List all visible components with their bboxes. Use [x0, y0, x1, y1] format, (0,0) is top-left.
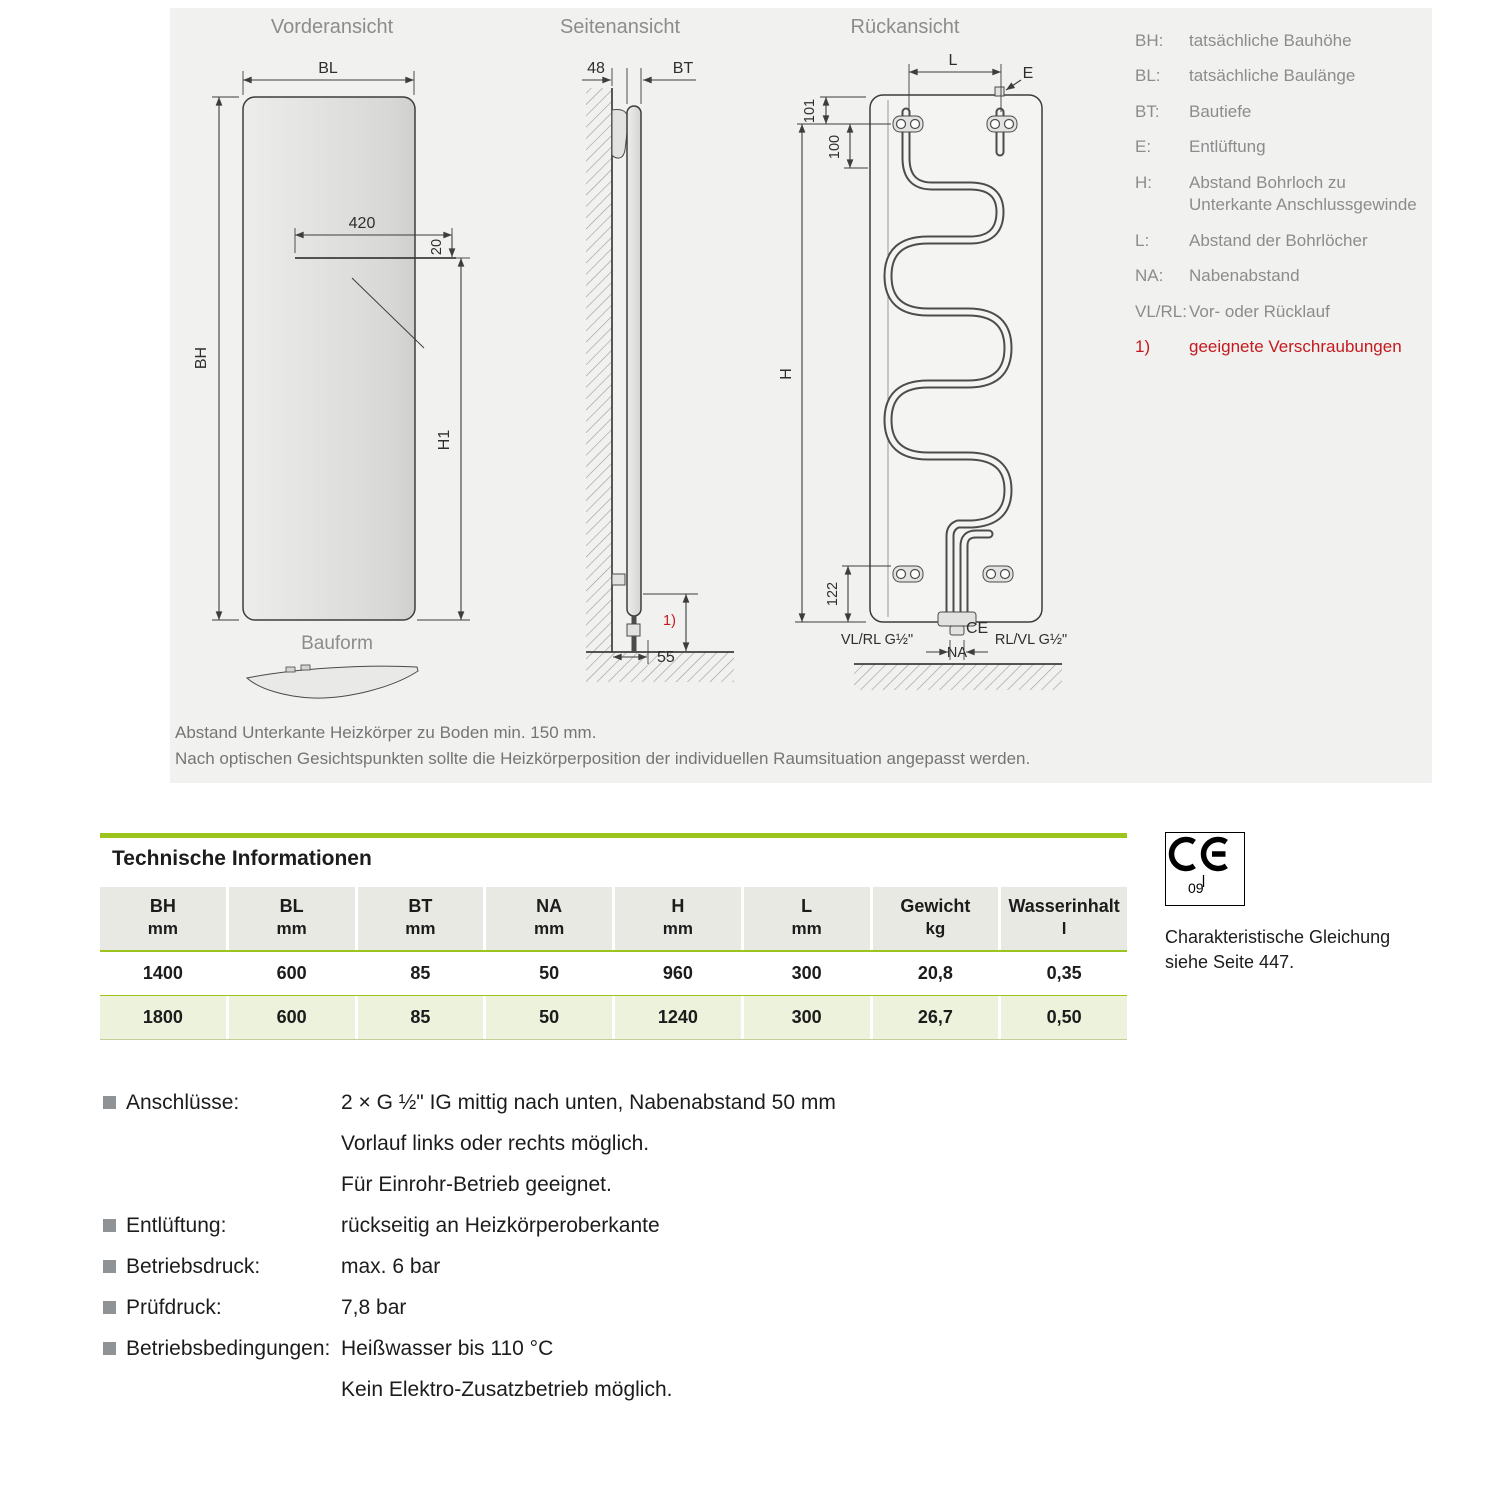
legend-item-bt: BT: Bautiefe: [1135, 101, 1252, 121]
dim-label-h: H: [778, 368, 795, 380]
dim-label-bl: BL: [318, 60, 338, 77]
table-row: 1800 600 85 50 1240 300 26,7 0,50: [100, 996, 1127, 1040]
bullet-icon: [103, 1096, 116, 1109]
label-vl-rl: VL/RL G½": [840, 632, 914, 648]
column-header: BT mm: [358, 887, 484, 950]
mounting-bracket: [612, 110, 628, 159]
mounting-bracket: [612, 574, 625, 585]
dim-label-420: 420: [348, 215, 376, 232]
spec-anschluesse: Anschlüsse: 2 × G ½" IG mittig nach unten, Nabenabstand 50 mm Vorlauf links oder rechts möglich. Für Einrohr-Betrieb geeignet.: [100, 1082, 1100, 1205]
specs-list: [100, 1082, 1100, 1410]
bullet-icon: [103, 1301, 116, 1314]
column-header: Wasserinhalt l: [1001, 887, 1127, 950]
dim-label-bt: BT: [672, 60, 694, 77]
table-row: 1400 600 85 50 960 300 20,8 0,35: [100, 952, 1127, 996]
legend-item-l: L: Abstand der Bohrlöcher: [1135, 230, 1368, 250]
label-rl-vl: RL/VL G½": [994, 632, 1068, 648]
dim-label-101: 101: [802, 98, 818, 124]
mounting-notes: [175, 720, 1030, 773]
ce-number: 09: [1188, 880, 1204, 896]
table-header: [100, 887, 1127, 952]
bauform-profile: [247, 666, 418, 698]
dim-label-122: 122: [825, 581, 841, 607]
spec-entlueftung: Entlüftung: rückseitig an Heizkörperoberkante: [100, 1205, 1100, 1246]
column-header: NA mm: [486, 887, 612, 950]
floor-hatching: [854, 664, 1062, 690]
dim-label-bh: BH: [193, 346, 210, 370]
bauform-label: Bauform: [301, 633, 373, 654]
wall-hatching: [586, 88, 612, 652]
rear-view-title: Rückansicht: [850, 16, 960, 38]
table-title: Technische Informationen: [112, 847, 372, 870]
legend: [1135, 30, 1429, 371]
svg-text:CE: CE: [966, 620, 989, 637]
note-line: Nach optischen Gesichtspunkten sollte die Heizkörperposition der individuellen Raumsituation angepasst werden.: [175, 749, 1031, 769]
dim-label-55: 55: [657, 649, 675, 666]
note-line: Abstand Unterkante Heizkörper zu Boden min. 150 mm.: [175, 723, 597, 742]
spec-betriebsbedingungen: Betriebsbedingungen: Heißwasser bis 110 °C Kein Elektro-Zusatzbetrieb möglich.: [100, 1328, 1100, 1410]
legend-item-vlrl: VL/RL: Vor- oder Rücklauf: [1135, 301, 1330, 321]
legend-item-note1: 1) geeignete Verschraubungen: [1135, 336, 1402, 356]
accent-divider: [100, 833, 1127, 838]
column-header: Gewicht kg: [873, 887, 999, 950]
ref-label-1: 1): [663, 613, 676, 629]
dim-label-20: 20: [429, 238, 445, 256]
radiator-rear-body: [870, 95, 1042, 622]
legend-item-bh: BH: tatsächliche Bauhöhe: [1135, 31, 1352, 50]
side-view-drawing: [582, 60, 734, 682]
spec-betriebsdruck: Betriebsdruck: max. 6 bar: [100, 1246, 1100, 1287]
pipe-fitting: [627, 624, 640, 636]
bullet-icon: [103, 1260, 116, 1273]
ce-letter-c: [1172, 840, 1195, 869]
technical-info-section: [100, 833, 1127, 1040]
dim-label-100: 100: [827, 134, 843, 160]
mounting-bracket: [983, 566, 1013, 582]
dim-label-l: L: [948, 52, 958, 69]
dim-label-na: NA: [946, 645, 968, 661]
legend-item-h: H: Abstand Bohrloch zu Unterkante Anschlussgewinde: [1135, 172, 1417, 215]
bullet-icon: [103, 1342, 116, 1355]
rear-view-drawing: [778, 52, 1067, 690]
bullet-icon: [103, 1219, 116, 1232]
ce-note: Charakteristische Gleichung siehe Seite 447.: [1165, 927, 1391, 973]
dim-label-e: E: [1022, 65, 1034, 82]
radiator-front-body: [243, 97, 415, 620]
front-view-drawing: [193, 60, 470, 698]
radiator-side-body: [627, 106, 641, 616]
column-header: BH mm: [100, 887, 226, 950]
legend-item-na: NA: Nabenabstand: [1135, 266, 1300, 286]
mounting-bracket: [893, 116, 923, 132]
dim-label-48: 48: [587, 60, 605, 77]
column-header: L mm: [744, 887, 870, 950]
spec-pruefdruck: Prüfdruck: 7,8 bar: [100, 1287, 1100, 1328]
mounting-bracket: [893, 566, 923, 582]
legend-item-e: E: Entlüftung: [1135, 137, 1266, 157]
side-view-title: Seitenansicht: [559, 16, 681, 38]
vent-nub: [995, 87, 1004, 96]
column-header: H mm: [615, 887, 741, 950]
dim-label-h1: H1: [436, 429, 453, 451]
column-header: BL mm: [229, 887, 355, 950]
legend-item-bl: BL: tatsächliche Baulänge: [1135, 66, 1356, 86]
mounting-bracket: [987, 116, 1017, 132]
front-view-title: Vorderansicht: [270, 16, 394, 38]
